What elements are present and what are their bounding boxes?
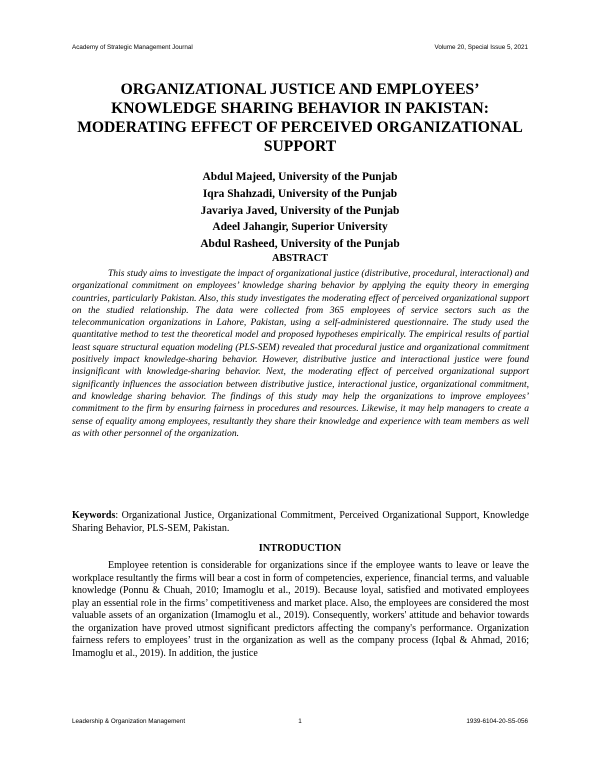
keywords-label: Keywords xyxy=(72,510,116,521)
author-1: Abdul Majeed, University of the Punjab xyxy=(202,171,398,183)
running-footer xyxy=(72,718,528,730)
keywords-text: : Organizational Justice, Organizational Commitment, Perceived Organizational Support, Knowledge Sharing Behavior, PLS-SEM, Pakistan. xyxy=(72,510,529,534)
abstract-heading: ABSTRACT xyxy=(271,253,329,264)
paper-title: ORGANIZATIONAL JUSTICE AND EMPLOYEES’ KNOWLEDGE SHARING BEHAVIOR IN PAKISTAN: MODERATING EFFECT OF PERCEIVED ORGANIZATIONAL SUPPORT xyxy=(77,81,523,155)
author-5: Abdul Rasheed, University of the Punjab xyxy=(200,238,400,251)
page-number: 1 xyxy=(298,718,302,725)
footer-journal: Leadership & Organization Management xyxy=(72,718,186,725)
introduction-text: Employee retention is considerable for organizations since if the employee wants to leave or leave the workplace resultantly the firms will bear a cost in form of competencies, experience, financial terms, and valuable knowledge (Ponnu & Chuah, 2010; Imamoglu et al., 2019). Because loyal, satisfied and motivated employees play an essential role in the firms’ competitiveness and market place. Also, the employees are considered the most valuable assets of an organization (Imamoglu et al., 2019). Consequently, workers' attitude and behavior towards the organization have proved utmost significant predictors affecting the company's performance. Organization fairness refers to employees’ trust in the organization as well as the company process (Iqbal & Ahmad, 2016; Imamoglu et al., 2019). In addition, the justice xyxy=(72,560,529,659)
footer-issn: 1939-6104-20-S5-056 xyxy=(466,718,528,725)
author-3: Javariya Javed, University of the Punjab xyxy=(200,204,400,217)
introduction-heading: INTRODUCTION xyxy=(258,543,342,554)
author-2: Iqra Shahzadi, University of the Punjab xyxy=(202,187,398,200)
keywords xyxy=(72,510,529,535)
abstract-text: This study aims to investigate the impact of organizational justice (distributive, procedural, interactional) and organizational commitment on employees’ knowledge sharing behavior by applying the equity theory in emerging countries, particularly Pakistan. Also, this study investigates the moderating effect of perceived organizational support on the studied relationship. The data were collected from 365 employees of service sectors such as the telecommunication organizations in Lahore, Pakistan, using a self-administered questionnaire. The study used the quantitative method to test the theoretical model and proposed hypotheses empirically. The empirical results of partial least square structural equation modeling (PLS-SEM) revealed that procedural justice and organizational commitment positively impact knowledge-sharing behavior. However, distributive justice and interactional justice were found insignificant with knowledge-sharing behavior. Next, the moderating effect of perceived organizational support significantly influences the association between distributive justice, interactional justice, organizational commitment, and knowledge sharing behavior. The findings of this study may help the organizations to improve employees’ commitment to the firm by ensuring fairness in procedures and resources. Likewise, it may help managers to create a sense of equality among employees, resultantly they share their knowledge and experience with team members as well as with other personnel of the organization. xyxy=(72,268,529,439)
running-header xyxy=(72,44,528,56)
author-4: Adeel Jahangir, Superior University xyxy=(212,221,388,234)
volume-info: Volume 20, Special Issue 5, 2021 xyxy=(434,44,528,51)
journal-name: Academy of Strategic Management Journal xyxy=(72,44,193,51)
author-list xyxy=(72,169,528,253)
